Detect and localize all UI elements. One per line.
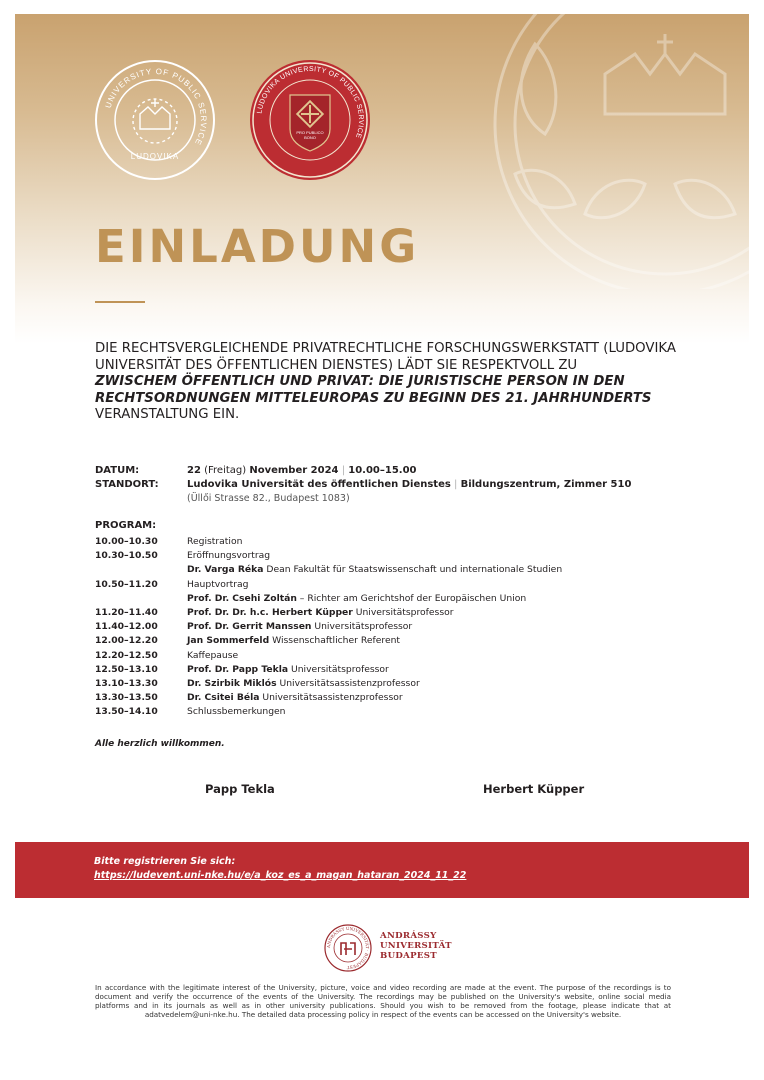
- program-text: – Richter am Gerichtshof der Europäischen Union: [296, 592, 527, 604]
- program-description: [187, 677, 715, 691]
- program-description: [187, 549, 715, 563]
- program-heading: PROGRAM:: [95, 520, 157, 531]
- program-time: [95, 563, 187, 577]
- svg-text:UNIVERSITY OF PUBLIC SERVICE: UNIVERSITY OF PUBLIC SERVICE: [103, 66, 209, 148]
- program-time: 13.50–14.10: [95, 706, 158, 718]
- program-time: 13.10–13.30: [95, 678, 158, 690]
- program-row: [95, 535, 715, 549]
- intro-line1: DIE RECHTSVERGLEICHENDE PRIVATRECHTLICHE FORSCHUNGSWERKSTATT (LUDOVIKA UNIVERSITÄT DES ÖFFENTLICHEN DIENSTES) LÄDT SIE RESPEKTVOLL ZU: [95, 341, 677, 373]
- seal-left-bottom-text: LUDOVIKA: [130, 152, 180, 161]
- program-description: [187, 634, 715, 648]
- program-description: [187, 620, 715, 634]
- location-address: (Üllői Strasse 82., Budapest 1083): [187, 493, 350, 504]
- program-row: [95, 578, 715, 592]
- intro-text: [95, 341, 695, 424]
- program-row: [95, 620, 715, 634]
- andrassy-university-wordmark: ANDRÁSSY UNIVERSITÄT BUDAPEST: [380, 931, 452, 961]
- program-section: [95, 519, 715, 720]
- program-row: [95, 677, 715, 691]
- program-time: 11.40–12.00: [95, 621, 158, 633]
- program-time: [95, 592, 187, 606]
- program-time: 11.20–11.40: [95, 607, 158, 619]
- program-row: [95, 563, 715, 577]
- university-seal-left: [94, 59, 216, 181]
- program-row: [95, 705, 715, 719]
- program-text: Schlussbemerkungen: [187, 706, 286, 718]
- registration-title: Bitte registrieren Sie sich:: [94, 856, 236, 867]
- program-text: Universitätsprofessor: [352, 607, 454, 619]
- speaker-name: Dr. Varga Réka: [187, 564, 264, 576]
- location-label: STANDORT:: [95, 479, 159, 490]
- program-row: [95, 634, 715, 648]
- event-details: [95, 464, 715, 506]
- date-value: 22 (Freitag) November 2024 | 10.00–15.00: [187, 465, 417, 476]
- program-row: [95, 606, 715, 620]
- signature-right: Herbert Küpper: [483, 782, 585, 796]
- invitation-page: [15, 14, 749, 1080]
- event-title: ZWISCHEM ÖFFENTLICH UND PRIVAT: DIE JURISTISCHE PERSON IN DEN RECHTSORDNUNGEN MITTELEUROPAS ZU BEGINN DES 21. JAHRHUNDERTS: [95, 374, 652, 406]
- date-label: DATUM:: [95, 465, 140, 476]
- title-divider: [95, 301, 145, 303]
- program-text: Registration: [187, 536, 243, 547]
- speaker-name: Dr. Szirbik Miklós: [187, 678, 277, 690]
- program-row: [95, 549, 715, 563]
- program-text: Universitätsprofessor: [288, 663, 389, 675]
- speaker-name: Dr. Csitei Béla: [187, 692, 260, 704]
- date-row: [95, 464, 715, 478]
- program-text: Universitätsprofessor: [311, 621, 413, 633]
- program-text: Universitätsassistenzprofessor: [259, 692, 403, 704]
- faculty-seal-right: [249, 59, 371, 181]
- program-time: 12.50–13.10: [95, 663, 158, 675]
- program-description: [187, 705, 715, 719]
- program-time: 10.00–10.30: [95, 536, 158, 547]
- registration-banner: [15, 842, 749, 898]
- location-value: Ludovika Universität des öffentlichen Dienstes | Bildungszentrum, Zimmer 510 (Üllői Strasse 82., Budapest 1083): [187, 479, 632, 504]
- program-text: Wissenschaftlicher Referent: [269, 635, 401, 647]
- background-ornament: [475, 14, 749, 289]
- registration-link[interactable]: https://ludevent.uni-nke.hu/e/a_koz_es_a_magan_hataran_2024_11_22: [94, 870, 467, 881]
- page-title: EINLADUNG: [95, 220, 420, 273]
- program-time: 10.50–11.20: [95, 578, 158, 590]
- speaker-name: Prof. Dr. Papp Tekla: [187, 663, 289, 675]
- signature-left: Papp Tekla: [205, 782, 275, 796]
- program-description: [187, 649, 715, 663]
- program-text: Universitätsassistenzprofessor: [276, 678, 420, 690]
- program-time: 12.00–12.20: [95, 635, 158, 647]
- program-time: 10.30–10.50: [95, 550, 158, 562]
- svg-text:BONO: BONO: [304, 135, 316, 140]
- program-time: 12.20–12.50: [95, 649, 158, 661]
- program-description: [187, 535, 715, 549]
- svg-text:LUDOVIKA UNIVERSITY OF PUBLIC: LUDOVIKA UNIVERSITY OF PUBLIC SERVICE: [256, 65, 365, 140]
- program-row: [95, 592, 715, 606]
- privacy-disclaimer: In accordance with the legitimate interest of the University, picture, voice and video recording are made at the event. The purpose of the recordings is to document and verify the occurrence of the events of the University. The recordings may be published on the University's website, online social media platforms and in its journals as well as in other university publications. Should you wish to be removed from the footage, please indicate that at adatvedelem@uni-nke.hu. The detailed data processing policy in respect of the events can be accessed on the University's website.: [95, 983, 671, 1019]
- program-text: Eröffnungsvortrag: [187, 550, 271, 562]
- intro-line3: VERANSTALTUNG EIN.: [95, 407, 240, 422]
- location-row: [95, 478, 715, 506]
- program-description: [187, 578, 715, 592]
- welcome-text: Alle herzlich willkommen.: [95, 739, 225, 749]
- program-description: [187, 691, 715, 705]
- speaker-name: Prof. Dr. Dr. h.c. Herbert Küpper: [187, 607, 353, 619]
- svg-text:PRO PUBLICO: PRO PUBLICO: [296, 130, 324, 135]
- speaker-name: Prof. Dr. Csehi Zoltán: [187, 592, 297, 604]
- program-description: [187, 606, 715, 620]
- program-description: [187, 663, 715, 677]
- program-row: [95, 691, 715, 705]
- andrassy-university-logo: [324, 924, 372, 972]
- program-time: 13.30–13.50: [95, 692, 158, 704]
- speaker-name: Jan Sommerfeld: [187, 635, 270, 647]
- program-row: [95, 663, 715, 677]
- program-list: [95, 535, 715, 720]
- svg-text:ANDRÁSSY UNIVERSITÄT · BUDAPES: ANDRÁSSY UNIVERSITÄT · BUDAPEST: [325, 925, 371, 971]
- program-row: [95, 649, 715, 663]
- program-description: [187, 592, 715, 606]
- program-text: Dean Fakultät für Staatswissenschaft und internationale Studien: [263, 564, 563, 576]
- speaker-name: Prof. Dr. Gerrit Manssen: [187, 621, 312, 633]
- program-text: Hauptvortrag: [187, 578, 249, 590]
- program-description: [187, 563, 715, 577]
- program-text: Kaffepause: [187, 649, 239, 661]
